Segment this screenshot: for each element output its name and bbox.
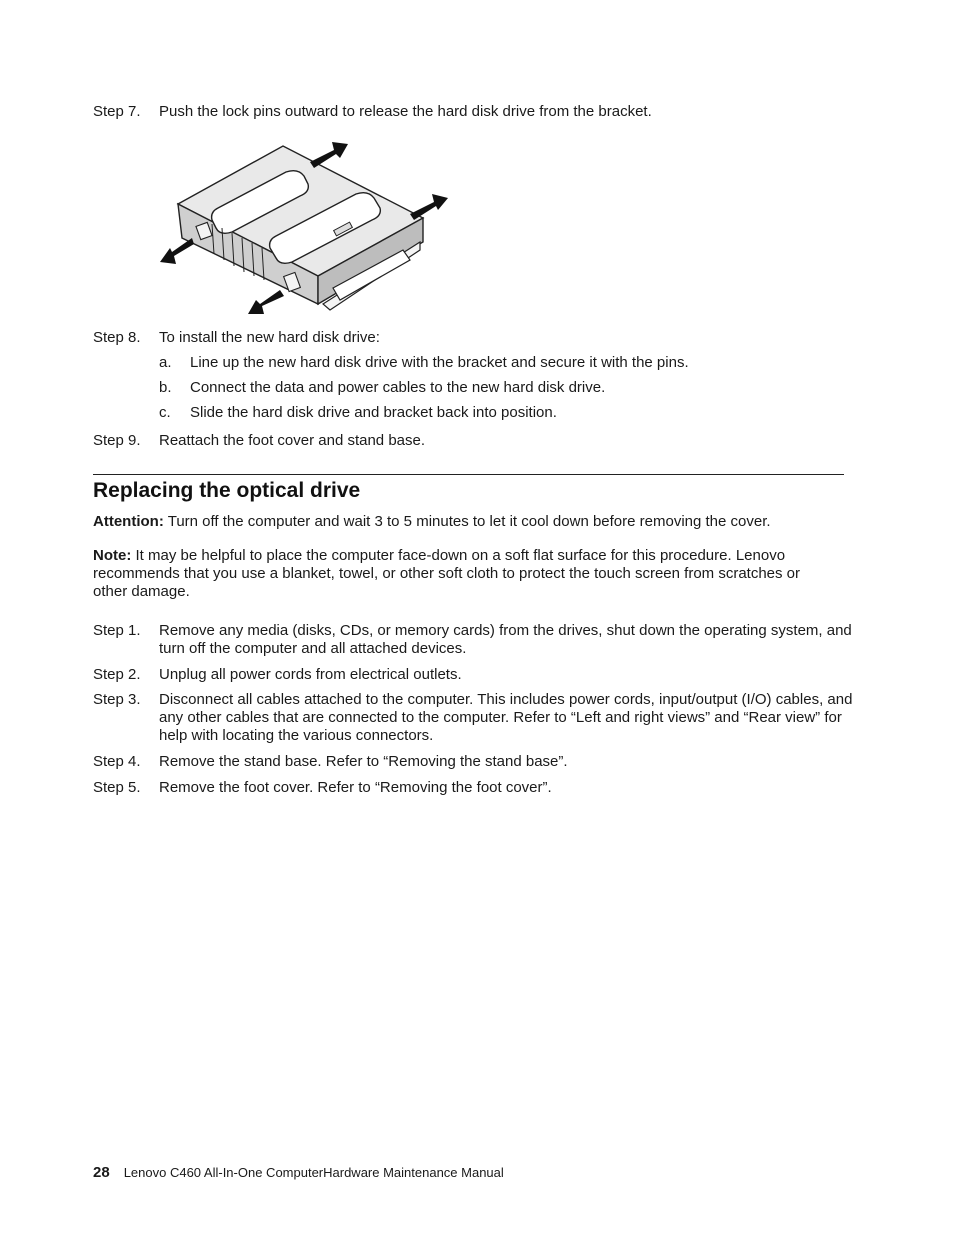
step-label: Step 1. bbox=[93, 622, 141, 639]
step-7 bbox=[93, 103, 853, 121]
substep-label: b. bbox=[159, 379, 172, 396]
step-9 bbox=[93, 432, 853, 450]
step-label: Step 3. bbox=[93, 691, 141, 708]
step-label: Step 2. bbox=[93, 666, 141, 683]
footer-title: Lenovo C460 All-In-One ComputerHardware Maintenance Manual bbox=[123, 1165, 504, 1180]
step-text: Disconnect all cables attached to the computer. This includes power cords, input/output (I/O) cables, and any other cables that are connected to the computer. Refer to “Left and right views” and “Rear view” for help with locating the various connectors. bbox=[159, 691, 853, 744]
substep-c bbox=[159, 404, 849, 422]
page-number: 28 bbox=[93, 1164, 110, 1181]
step-text: Remove any media (disks, CDs, or memory cards) from the drives, shut down the operating system, and turn off the computer and all attached devices. bbox=[159, 622, 852, 657]
step-3 bbox=[93, 691, 853, 745]
note-label: Note: bbox=[93, 547, 132, 564]
page-footer bbox=[93, 1164, 504, 1182]
section-divider bbox=[93, 474, 844, 475]
step-label: Step 7. bbox=[93, 103, 141, 120]
attention-label: Attention: bbox=[93, 513, 164, 530]
substep-a bbox=[159, 354, 849, 372]
step-1 bbox=[93, 622, 853, 658]
substep-text: Connect the data and power cables to the new hard disk drive. bbox=[190, 379, 606, 396]
step-label: Step 5. bbox=[93, 779, 141, 796]
step-text: Unplug all power cords from electrical outlets. bbox=[159, 666, 462, 683]
step-label: Step 8. bbox=[93, 329, 141, 346]
note-text: It may be helpful to place the computer face-down on a soft flat surface for this procedure. Lenovo recommends that you use a blanket, towel, or other soft cloth to protect the touch screen from scratches or other damage. bbox=[93, 547, 801, 600]
step-8 bbox=[93, 329, 853, 347]
step-label: Step 9. bbox=[93, 432, 141, 449]
step-text: Remove the stand base. Refer to “Removing the stand base”. bbox=[159, 753, 568, 770]
section-title: Replacing the optical drive bbox=[93, 479, 361, 502]
step-5 bbox=[93, 779, 853, 797]
substep-text: Line up the new hard disk drive with the bracket and secure it with the pins. bbox=[190, 354, 689, 371]
attention-text: Turn off the computer and wait 3 to 5 minutes to let it cool down before removing the cover. bbox=[167, 513, 771, 530]
substep-text: Slide the hard disk drive and bracket back into position. bbox=[190, 404, 557, 421]
step-text: Push the lock pins outward to release the hard disk drive from the bracket. bbox=[159, 103, 652, 120]
step-text: To install the new hard disk drive: bbox=[159, 329, 380, 346]
note-paragraph bbox=[93, 547, 838, 601]
step-text: Reattach the foot cover and stand base. bbox=[159, 432, 426, 449]
substep-label: c. bbox=[159, 404, 171, 421]
step-label: Step 4. bbox=[93, 753, 141, 770]
attention-paragraph bbox=[93, 513, 838, 531]
step-2 bbox=[93, 666, 853, 684]
hdd-bracket-illustration bbox=[158, 138, 450, 322]
substep-label: a. bbox=[159, 354, 172, 371]
step-text: Remove the foot cover. Refer to “Removing the foot cover”. bbox=[159, 779, 552, 796]
substep-b bbox=[159, 379, 849, 397]
step-4 bbox=[93, 753, 853, 771]
